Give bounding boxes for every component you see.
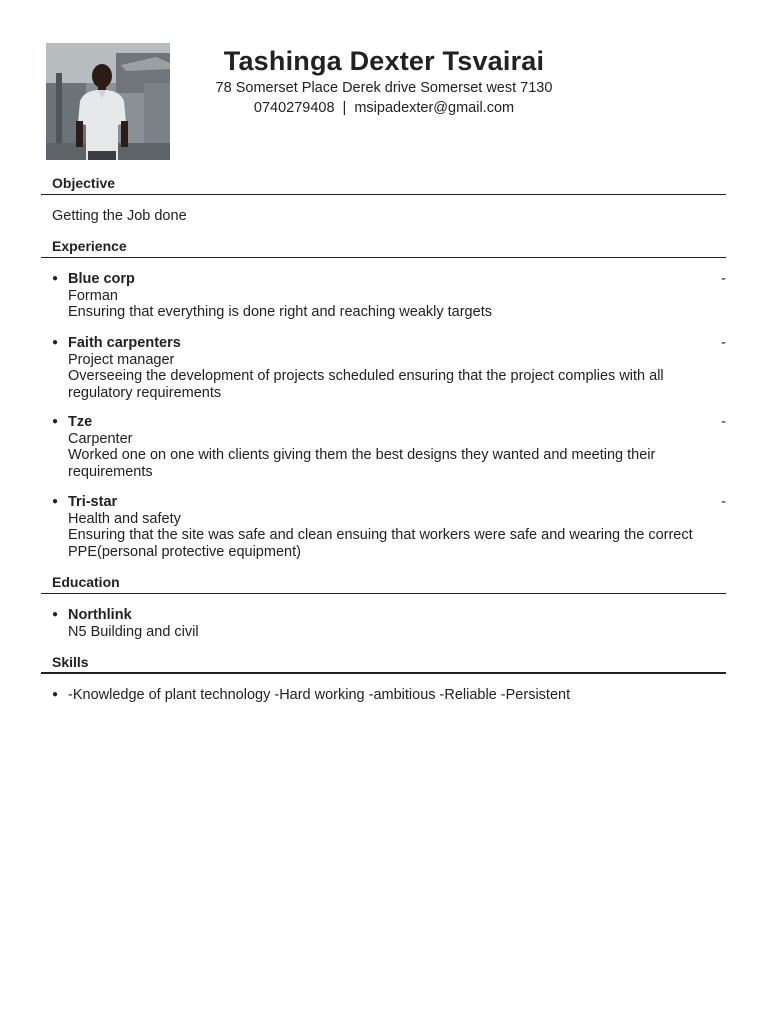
- candidate-name: Tashinga Dexter Tsvairai: [223, 46, 545, 76]
- objective-title: Objective: [52, 175, 116, 191]
- bullet-icon: ●: [52, 337, 59, 348]
- experience-item: [52, 494, 726, 560]
- experience-item: [52, 335, 726, 401]
- experience-divider: [41, 257, 726, 258]
- experience-item: [52, 271, 726, 321]
- education-qualification: N5 Building and civil: [68, 623, 199, 640]
- education-divider: [41, 593, 726, 594]
- bullet-icon: ●: [52, 609, 59, 620]
- bullet-icon: ●: [52, 273, 59, 284]
- skills-divider: [41, 672, 726, 674]
- experience-company: Tze: [68, 414, 93, 430]
- experience-role: Carpenter: [68, 430, 133, 447]
- bullet-icon: ●: [52, 496, 59, 507]
- phone: 0740279408: [253, 100, 335, 116]
- experience-dates: -: [721, 271, 726, 287]
- experience-dates: -: [721, 494, 726, 510]
- experience-description: Overseeing the development of projects scheduled ensuring that the project complies with all regulatory requirements: [68, 368, 664, 401]
- skills-item: [52, 687, 724, 704]
- email: msipadexter@gmail.com: [354, 100, 515, 116]
- experience-role: Project manager: [68, 351, 175, 368]
- address: 78 Somerset Place Derek drive Somerset west 7130: [215, 80, 553, 96]
- resume-header: [0, 44, 768, 118]
- experience-item: [52, 414, 726, 480]
- experience-company: Tri-star: [68, 494, 118, 510]
- experience-dates: -: [721, 335, 726, 351]
- experience-title: Experience: [52, 238, 127, 254]
- contact-line: [0, 98, 768, 118]
- bullet-icon: ●: [52, 689, 59, 700]
- education-item: [52, 607, 724, 640]
- bullet-icon: ●: [52, 416, 59, 427]
- objective-divider: [41, 194, 726, 195]
- education-school: Northlink: [68, 607, 132, 623]
- experience-role: Forman: [68, 287, 118, 304]
- skills-title: Skills: [52, 654, 89, 670]
- experience-dates: -: [721, 414, 726, 430]
- skills-text: -Knowledge of plant technology -Hard working -ambitious -Reliable -Persistent: [68, 687, 571, 703]
- objective-text: Getting the Job done: [52, 208, 187, 224]
- experience-description: Worked one on one with clients giving them the best designs they wanted and meeting their requirements: [68, 447, 656, 480]
- experience-role: Health and safety: [68, 510, 181, 527]
- education-title: Education: [52, 574, 120, 590]
- contact-separator: |: [342, 100, 347, 116]
- experience-description: Ensuring that the site was safe and clean ensuing that workers were safe and wearing the correct PPE(personal protective equipment): [68, 527, 693, 560]
- experience-description: Ensuring that everything is done right and reaching weakly targets: [68, 304, 492, 321]
- experience-company: Faith carpenters: [68, 335, 181, 351]
- experience-company: Blue corp: [68, 271, 135, 287]
